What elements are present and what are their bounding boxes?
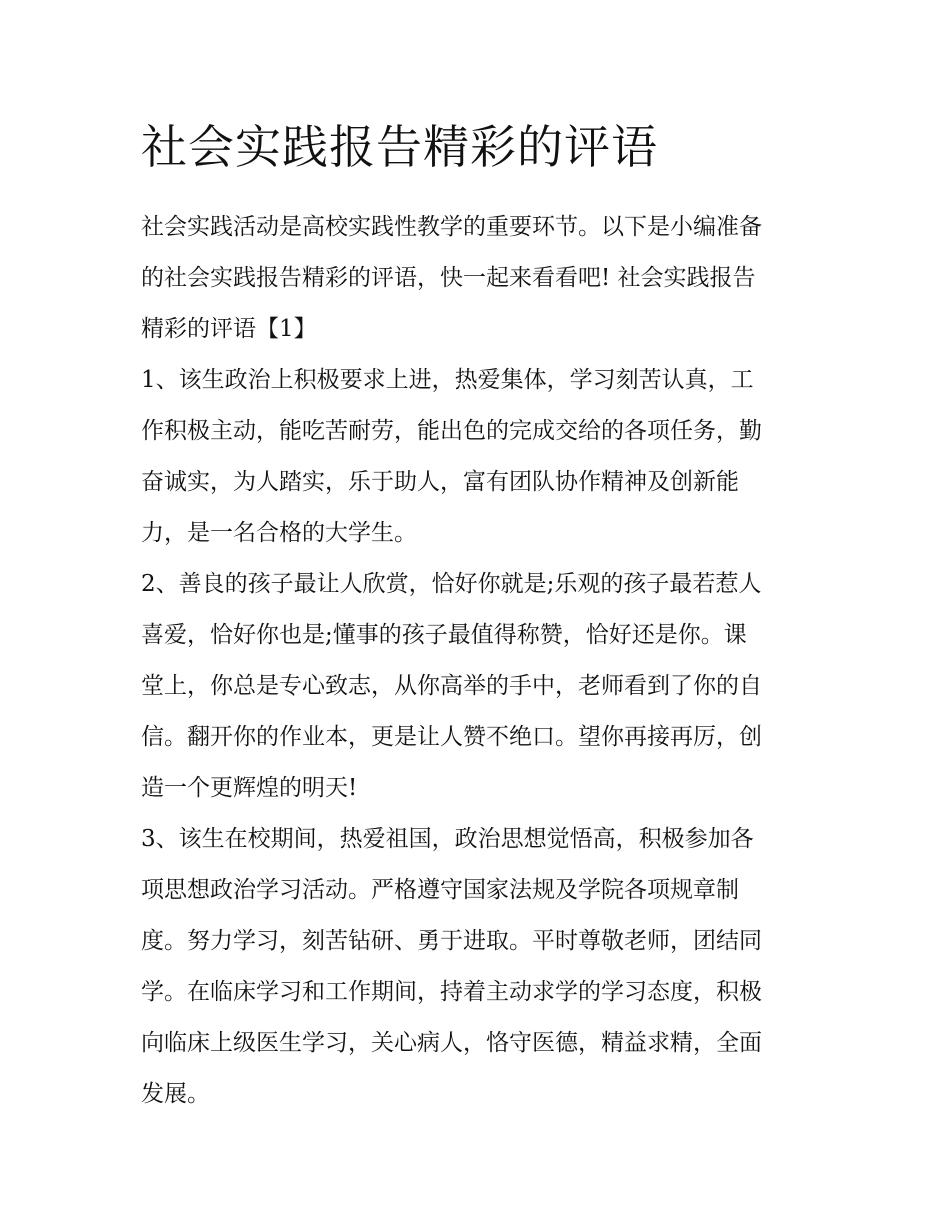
body-line: 堂上，你总是专心致志，从你高举的手中，老师看到了你的自: [141, 673, 762, 699]
document-title: 社会实践报告精彩的评语: [141, 120, 658, 174]
body-line: 向临床上级医生学习，关心病人，恪守医德，精益求精，全面: [141, 1030, 762, 1056]
body-line: 发展。: [141, 1081, 210, 1107]
body-line: 3、该生在校期间，热爱祖国，政治思想觉悟高，积极参加各: [141, 826, 754, 852]
body-line: 造一个更辉煌的明天!: [141, 775, 358, 801]
body-line: 力，是一名合格的大学生。: [141, 520, 417, 546]
body-line: 喜爱，恰好你也是;懂事的孩子最值得称赞，恰好还是你。课: [141, 622, 747, 648]
body-line: 学。在临床学习和工作期间，持着主动求学的学习态度，积极: [141, 979, 762, 1005]
body-line: 项思想政治学习活动。严格遵守国家法规及学院各项规章制: [141, 877, 739, 903]
body-line: 作积极主动，能吃苦耐劳，能出色的完成交给的各项任务，勤: [141, 418, 762, 444]
document-page: [141, 112, 813, 1120]
body-line: 精彩的评语【1】: [141, 316, 317, 342]
body-line: 1、该生政治上积极要求上进，热爱集体，学习刻苦认真，工: [141, 367, 754, 393]
body-line: 社会实践活动是高校实践性教学的重要环节。以下是小编准备: [141, 214, 762, 240]
document-body: [141, 202, 813, 1120]
body-line: 信。翻开你的作业本，更是让人赞不绝口。望你再接再厉，创: [141, 724, 762, 750]
body-line: 奋诚实，为人踏实，乐于助人，富有团队协作精神及创新能: [141, 469, 739, 495]
body-line: 2、善良的孩子最让人欣赏，恰好你就是;乐观的孩子最若惹人: [141, 571, 762, 597]
body-line: 的社会实践报告精彩的评语，快一起来看看吧! 社会实践报告: [141, 265, 756, 291]
body-line: 度。努力学习，刻苦钻研、勇于进取。平时尊敬老师，团结同: [141, 928, 762, 954]
